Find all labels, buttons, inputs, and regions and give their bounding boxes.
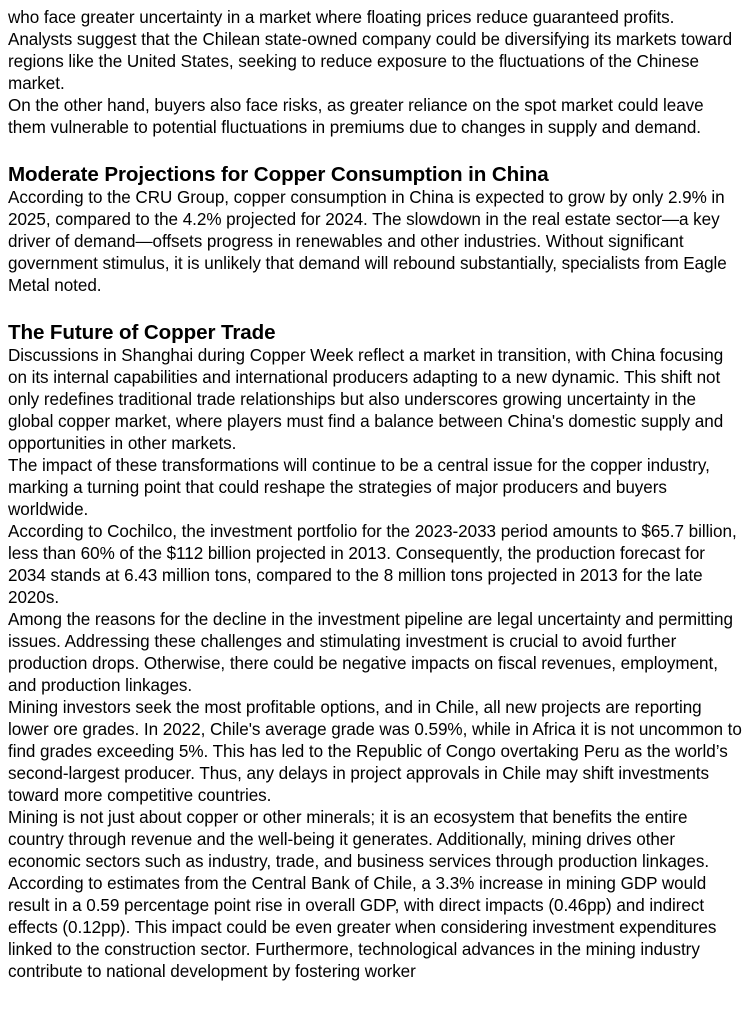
article-body — [8, 7, 742, 983]
section2-paragraph-2: The impact of these transformations will continue to be a central issue for the copper industry, marking a turning point that could reshape the strategies of major producers and buyers worldwide. — [8, 456, 710, 519]
section2-paragraph-5: Mining investors seek the most profitable options, and in Chile, all new projects are reporting lower ore grades. In 2022, Chile's average grade was 0.59%, while in Africa it is not uncommon to find grades exceeding 5%. This has led to the Republic of Congo overtaking Peru as the world’s second-largest producer. Thus, any delays in project approvals in Chile may shift investments toward more competitive countries. — [8, 698, 742, 805]
intro-paragraph-1: who face greater uncertainty in a market where floating prices reduce guaranteed profits. Analysts suggest that the Chilean state-owned company could be diversifying its markets toward regions like the United States, seeking to reduce exposure to the fluctuations of the Chinese market. — [8, 8, 733, 93]
section-spacer — [8, 297, 742, 321]
section-heading-copper-trade: The Future of Copper Trade — [8, 321, 276, 344]
section2-paragraph-3: According to Cochilco, the investment portfolio for the 2023-2033 period amounts to $65.7 billion, less than 60% of the $112 billion projected in 2013. Consequently, the production forecast for 2034 stands at 6.43 million tons, compared to the 8 million tons projected in 2013 for the late 2020s. — [8, 522, 737, 607]
section2-paragraph-6: Mining is not just about copper or other minerals; it is an ecosystem that benefits the entire country through revenue and the well-being it generates. Additionally, mining drives other economic sectors such as industry, trade, and business services through production linkages. — [8, 808, 710, 871]
intro-paragraph-2: On the other hand, buyers also face risks, as greater reliance on the spot market could leave them vulnerable to potential fluctuations in premiums due to changes in supply and demand. — [8, 96, 704, 137]
section2-paragraph-7: According to estimates from the Central Bank of Chile, a 3.3% increase in mining GDP would result in a 0.59 percentage point rise in overall GDP, with direct impacts (0.46pp) and indirect effects (0.12pp). This impact could be even greater when considering investment expenditures linked to the construction sector. Furthermore, technological advances in the mining industry contribute to national development by fostering worker — [8, 874, 717, 981]
section2-paragraph-4: Among the reasons for the decline in the investment pipeline are legal uncertainty and permitting issues. Addressing these challenges and stimulating investment is crucial to avoid further production drops. Otherwise, there could be negative impacts on fiscal revenues, employment, and production linkages. — [8, 610, 733, 695]
section-heading-copper-consumption: Moderate Projections for Copper Consumption in China — [8, 163, 549, 186]
section-spacer — [8, 139, 742, 163]
section1-paragraph: According to the CRU Group, copper consumption in China is expected to grow by only 2.9% in 2025, compared to the 4.2% projected for 2024. The slowdown in the real estate sector—a key driver of demand—offsets progress in renewables and other industries. Without significant government stimulus, it is unlikely that demand will rebound substantially, specialists from Eagle Metal noted. — [8, 188, 727, 295]
section2-paragraph-1: Discussions in Shanghai during Copper Week reflect a market in transition, with China focusing on its internal capabilities and international producers adapting to a new dynamic. This shift not only redefines traditional trade relationships but also underscores growing uncertainty in the global copper market, where players must find a balance between China's domestic supply and opportunities in other markets. — [8, 346, 724, 453]
